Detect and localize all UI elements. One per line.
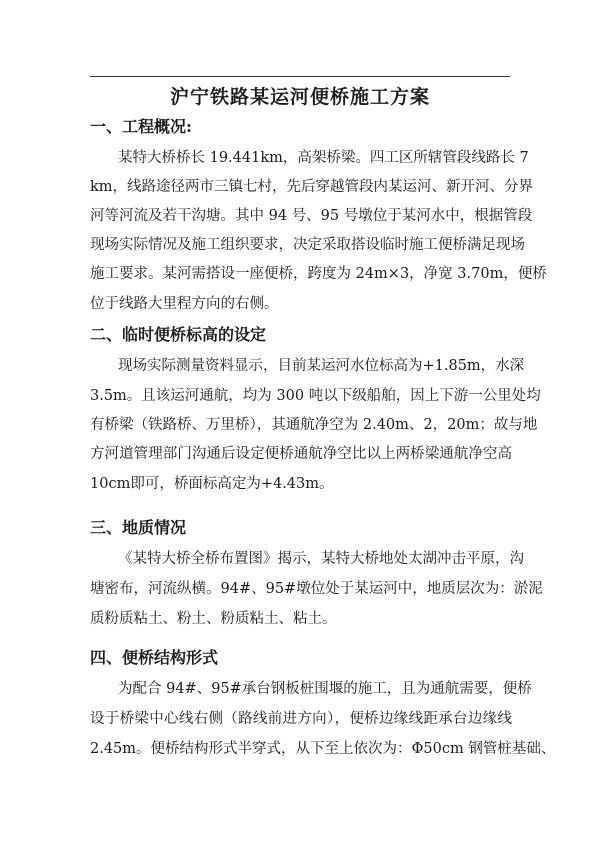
paragraph-line: 3.5m。且该运河通航，均为 300 吨以下级船舶，因上下游一公里处均 [90, 388, 541, 404]
section-heading-geology: 三、地质情况 [90, 518, 187, 537]
paragraph-line: 10cm即可，桥面标高定为+4.43m。 [90, 476, 334, 492]
paragraph-line: 《某特大桥全桥布置图》揭示，某特大桥地处太湖冲击平原，沟 [118, 551, 524, 567]
paragraph-line: 河等河流及若干沟塘。其中 94 号、95 号墩位于某河水中，根据管段 [90, 208, 533, 224]
paragraph-line: 方河道管理部门沟通后设定便桥通航净空比以上两桥梁通航净空高 [90, 446, 512, 462]
page-title: 沪宁铁路某运河便桥施工方案 [169, 86, 430, 108]
header-rule [90, 76, 510, 77]
paragraph-line: 施工要求。某河需搭设一座便桥，跨度为 24m×3，净宽 3.70m，便桥 [90, 266, 547, 282]
paragraph-line: 质粉质粘土、粉土、粉质粘土、粘土。 [90, 611, 337, 627]
paragraph-line: 某特大桥桥长 19.441km，高架桥梁。四工区所辖管段线路长 7 [118, 150, 529, 166]
paragraph-line: 塘密布，河流纵横。94#、95#墩位处于某运河中，地质层次为：淤泥 [90, 581, 543, 597]
paragraph-line: 设于桥梁中心线右侧（路线前进方向），便桥边缘线距承台边缘线 [90, 711, 512, 727]
paragraph-line: 为配合 94#、95#承台钢板桩围堰的施工，且为通航需要，便桥 [118, 681, 532, 697]
paragraph-line: 有桥梁（铁路桥、万里桥），其通航净空为 2.40m、2，20m；故与地 [90, 417, 538, 433]
paragraph-line: km，线路途径两市三镇七村，先后穿越管段内某运河、新开河、分界 [90, 179, 534, 195]
section-heading-elevation: 二、临时便桥标高的设定 [90, 325, 267, 344]
paragraph-line: 现场实际测量资料显示，目前某运河水位标高为+1.85m，水深 [118, 358, 525, 374]
section-heading-overview: 一、工程概况: [90, 117, 192, 136]
paragraph-line: 2.45m。便桥结构形式半穿式，从下至上依次为：Φ50cm 钢管桩基础、 [90, 741, 556, 757]
paragraph-line: 位于线路大里程方向的右侧。 [90, 296, 279, 312]
paragraph-line: 现场实际情况及施工组织要求，决定采取搭设临时施工便桥满足现场 [90, 237, 525, 253]
section-heading-structure: 四、便桥结构形式 [90, 648, 219, 667]
